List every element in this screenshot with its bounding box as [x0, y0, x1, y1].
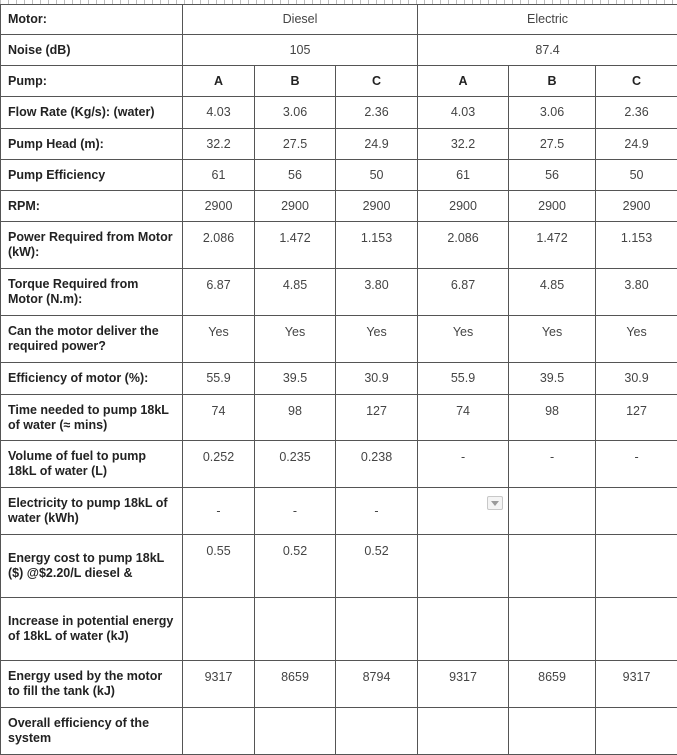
table-cell[interactable]: 50: [336, 160, 418, 191]
table-cell[interactable]: 24.9: [336, 129, 418, 160]
pump-header-cell[interactable]: B: [255, 66, 336, 97]
motor-comparison-table: [0, 4, 677, 755]
table-cell[interactable]: 127: [336, 395, 418, 441]
row-label[interactable]: Can the motor deliver the required power?: [1, 316, 183, 363]
row-label[interactable]: Time needed to pump 18kL of water (≈ mins): [1, 395, 183, 441]
table-cell[interactable]: 50: [596, 160, 677, 191]
table-cell[interactable]: [509, 535, 596, 598]
table-cell[interactable]: 8659: [509, 661, 596, 708]
table-cell[interactable]: [336, 598, 418, 661]
table-row: [1, 395, 677, 441]
table-cell[interactable]: 0.52: [255, 535, 336, 598]
table-cell[interactable]: 2900: [255, 191, 336, 222]
pump-header-cell[interactable]: A: [418, 66, 509, 97]
table-cell[interactable]: Yes: [183, 316, 255, 363]
table-cell[interactable]: 56: [509, 160, 596, 191]
table-cell[interactable]: [596, 598, 677, 661]
table-cell[interactable]: -: [336, 488, 418, 535]
chevron-down-icon[interactable]: [487, 496, 503, 510]
row-label[interactable]: Electricity to pump 18kL of water (kWh): [1, 488, 183, 535]
table-cell[interactable]: [255, 708, 336, 755]
table-row: [1, 191, 677, 222]
table-cell[interactable]: [509, 708, 596, 755]
table-cell[interactable]: [418, 535, 509, 598]
row-label[interactable]: Pump Head (m):: [1, 129, 183, 160]
table-cell[interactable]: [596, 708, 677, 755]
table-cell[interactable]: 2.086: [183, 222, 255, 269]
row-label[interactable]: Volume of fuel to pump 18kL of water (L): [1, 441, 183, 488]
table-cell[interactable]: [418, 708, 509, 755]
table-cell[interactable]: 9317: [596, 661, 677, 708]
table-row: [1, 97, 677, 129]
table-cell[interactable]: 2.36: [336, 97, 418, 129]
table-cell[interactable]: 32.2: [418, 129, 509, 160]
table-cell[interactable]: [255, 598, 336, 661]
table-row: [1, 661, 677, 708]
table-cell[interactable]: 3.80: [596, 269, 677, 316]
table-row: [1, 222, 677, 269]
header-row-pump: [1, 66, 677, 97]
pump-label[interactable]: Pump:: [1, 66, 183, 97]
table-cell[interactable]: 2900: [183, 191, 255, 222]
table-row: [1, 535, 677, 598]
table-cell[interactable]: 3.06: [509, 97, 596, 129]
table-cell[interactable]: 4.03: [183, 97, 255, 129]
table-cell[interactable]: 9317: [418, 661, 509, 708]
table-row: [1, 160, 677, 191]
table-cell[interactable]: -: [509, 441, 596, 488]
table-cell[interactable]: 8659: [255, 661, 336, 708]
table-cell[interactable]: 74: [183, 395, 255, 441]
header-row-motor: [1, 5, 677, 35]
pump-header-cell[interactable]: A: [183, 66, 255, 97]
table-cell[interactable]: 0.55: [183, 535, 255, 598]
table-cell[interactable]: [596, 488, 677, 535]
table-cell[interactable]: 2.086: [418, 222, 509, 269]
row-label[interactable]: Efficiency of motor (%):: [1, 363, 183, 395]
table-cell[interactable]: 9317: [183, 661, 255, 708]
table-cell[interactable]: 32.2: [183, 129, 255, 160]
table-cell[interactable]: 0.238: [336, 441, 418, 488]
table-cell[interactable]: Yes: [509, 316, 596, 363]
row-label[interactable]: Flow Rate (Kg/s): (water): [1, 97, 183, 129]
pump-header-cell[interactable]: C: [336, 66, 418, 97]
table-cell[interactable]: 30.9: [596, 363, 677, 395]
table-cell[interactable]: 4.85: [509, 269, 596, 316]
table-cell[interactable]: [183, 598, 255, 661]
table-cell[interactable]: 98: [255, 395, 336, 441]
table-cell[interactable]: 1.472: [509, 222, 596, 269]
table-row: [1, 363, 677, 395]
table-cell[interactable]: 3.80: [336, 269, 418, 316]
table-cell[interactable]: [596, 535, 677, 598]
table-cell[interactable]: 3.06: [255, 97, 336, 129]
row-label[interactable]: RPM:: [1, 191, 183, 222]
row-label[interactable]: Pump Efficiency: [1, 160, 183, 191]
table-cell[interactable]: 30.9: [336, 363, 418, 395]
table-cell[interactable]: 1.153: [596, 222, 677, 269]
table-cell[interactable]: 74: [418, 395, 509, 441]
row-label[interactable]: Power Required from Motor (kW):: [1, 222, 183, 269]
table-cell[interactable]: [336, 708, 418, 755]
table-cell[interactable]: 55.9: [418, 363, 509, 395]
pump-header-cell[interactable]: C: [596, 66, 677, 97]
row-label[interactable]: Torque Required from Motor (N.m):: [1, 269, 183, 316]
table-cell[interactable]: 6.87: [418, 269, 509, 316]
table-cell[interactable]: -: [255, 488, 336, 535]
table-cell[interactable]: 4.85: [255, 269, 336, 316]
motor-diesel-header[interactable]: Diesel: [183, 5, 418, 35]
table-row: [1, 598, 677, 661]
table-cell[interactable]: 1.472: [255, 222, 336, 269]
table-cell[interactable]: [183, 708, 255, 755]
table-cell[interactable]: 6.87: [183, 269, 255, 316]
row-label[interactable]: Energy used by the motor to fill the tank (kJ): [1, 661, 183, 708]
table-cell[interactable]: -: [183, 488, 255, 535]
table-cell[interactable]: [509, 598, 596, 661]
table-row: [1, 488, 677, 535]
table-cell[interactable]: 4.03: [418, 97, 509, 129]
noise-label[interactable]: Noise (dB): [1, 35, 183, 66]
table-cell[interactable]: 61: [183, 160, 255, 191]
table-cell[interactable]: 61: [418, 160, 509, 191]
pump-header-cell[interactable]: B: [509, 66, 596, 97]
row-label[interactable]: Overall efficiency of the system: [1, 708, 183, 755]
table-row: [1, 316, 677, 363]
table-cell[interactable]: 127: [596, 395, 677, 441]
table-cell[interactable]: 2900: [596, 191, 677, 222]
table-cell[interactable]: 2900: [336, 191, 418, 222]
table-cell[interactable]: Yes: [255, 316, 336, 363]
table-cell[interactable]: 0.252: [183, 441, 255, 488]
table-cell[interactable]: Yes: [596, 316, 677, 363]
table-cell[interactable]: 56: [255, 160, 336, 191]
table-cell[interactable]: [418, 598, 509, 661]
table-cell[interactable]: 39.5: [255, 363, 336, 395]
motor-label[interactable]: Motor:: [1, 5, 183, 35]
table-cell[interactable]: -: [418, 441, 509, 488]
table-cell[interactable]: Yes: [336, 316, 418, 363]
table-row: [1, 708, 677, 755]
table-cell[interactable]: 1.153: [336, 222, 418, 269]
table-cell[interactable]: 27.5: [255, 129, 336, 160]
table-cell[interactable]: 55.9: [183, 363, 255, 395]
noise-electric[interactable]: 87.4: [418, 35, 677, 66]
table-cell[interactable]: Yes: [418, 316, 509, 363]
table-cell[interactable]: 98: [509, 395, 596, 441]
table-cell[interactable]: 0.235: [255, 441, 336, 488]
table-cell[interactable]: 2900: [418, 191, 509, 222]
noise-diesel[interactable]: 105: [183, 35, 418, 66]
header-row-noise: [1, 35, 677, 66]
table-cell[interactable]: 8794: [336, 661, 418, 708]
row-label[interactable]: Increase in potential energy of 18kL of water (kJ): [1, 598, 183, 661]
table-cell[interactable]: [509, 488, 596, 535]
motor-electric-header[interactable]: Electric: [418, 5, 677, 35]
table-row: [1, 269, 677, 316]
table-row: [1, 129, 677, 160]
table-cell[interactable]: 39.5: [509, 363, 596, 395]
table-cell[interactable]: 27.5: [509, 129, 596, 160]
table-row: [1, 441, 677, 488]
table-cell[interactable]: 2.36: [596, 97, 677, 129]
table-cell[interactable]: 0.52: [336, 535, 418, 598]
table-cell[interactable]: 24.9: [596, 129, 677, 160]
row-label[interactable]: Energy cost to pump 18kL ($) @$2.20/L diesel &: [1, 535, 183, 598]
table-cell[interactable]: [418, 488, 509, 535]
table-cell[interactable]: -: [596, 441, 677, 488]
table-cell[interactable]: 2900: [509, 191, 596, 222]
